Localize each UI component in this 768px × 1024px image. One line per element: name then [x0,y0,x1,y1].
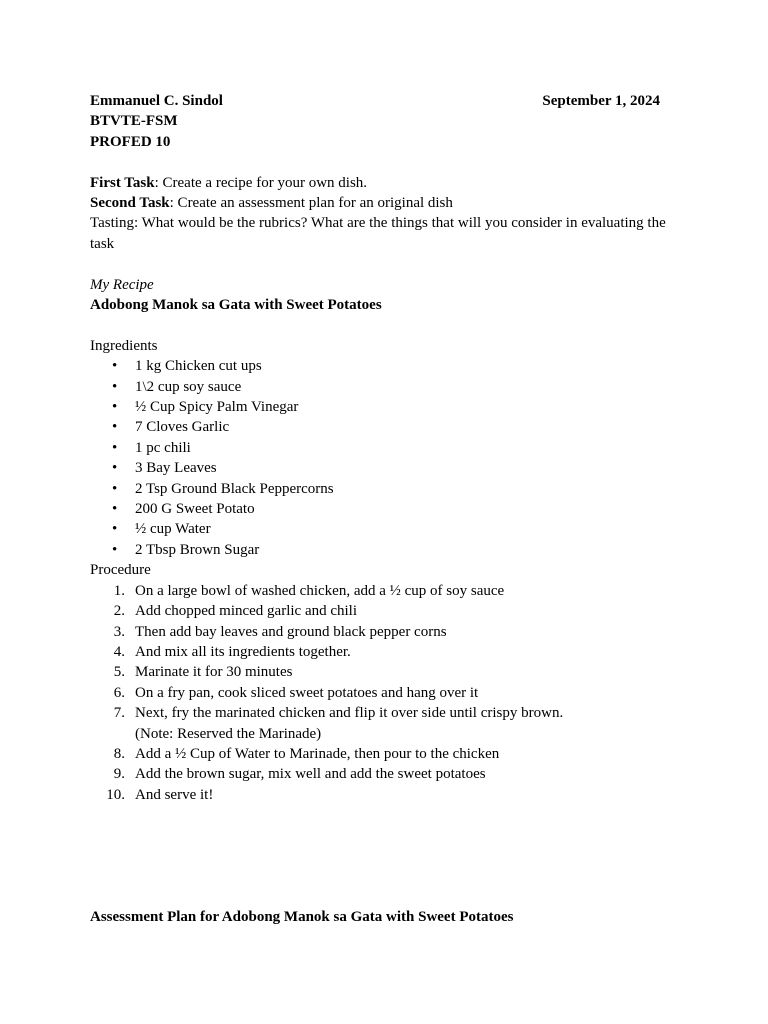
step-text: Then add bay leaves and ground black pepper corns [135,623,447,640]
bullet-icon: • [112,399,118,416]
step-number: 2. [113,603,125,620]
step-number: 1. [113,582,125,599]
bullet-icon: • [112,501,118,518]
ingredient-text: 3 Bay Leaves [135,460,217,477]
bullet-icon: • [112,358,118,375]
bullet-icon: • [112,521,118,538]
step-text: Marinate it for 30 minutes [135,664,293,681]
ingredient-text: 7 Cloves Garlic [135,419,230,436]
spacer [90,805,680,907]
second-task-text: : Create an assessment plan for an original dish [169,195,453,212]
assessment-title: Assessment Plan for Adobong Manok sa Gata with Sweet Potatoes [90,909,514,926]
document-date: September 1, 2024 [542,93,660,109]
step-text: On a fry pan, cook sliced sweet potatoes and hang over it [135,684,479,701]
first-task-text: : Create a recipe for your own dish. [154,174,368,191]
list-item [90,764,680,784]
ingredients-list [90,356,680,560]
step-number: 7. [113,705,125,722]
list-item [90,744,680,764]
list-item [90,642,680,662]
second-task-label: Second Task [90,195,170,212]
first-task [90,173,680,193]
step-number: 9. [113,766,125,783]
list-item [90,458,680,478]
procedure-heading: Procedure [90,562,151,579]
spacer [90,315,680,335]
bullet-icon: • [112,419,118,436]
document-page [90,91,680,928]
list-item [90,519,680,539]
step-number: 3. [113,623,125,640]
bullet-icon: • [112,480,118,497]
bullet-icon: • [112,460,118,477]
list-item [90,703,680,744]
ingredient-text: 1\2 cup soy sauce [135,378,242,395]
step-text: On a large bowl of washed chicken, add a ½ cup of soy sauce [135,582,505,599]
recipe-section-label: My Recipe [90,276,154,293]
list-item [90,377,680,397]
list-item [90,356,680,376]
list-item [90,581,680,601]
ingredient-text: ½ Cup Spicy Palm Vinegar [135,399,299,416]
step-number: 8. [113,745,125,762]
step-text: Add chopped minced garlic and chili [135,603,358,620]
bullet-icon: • [112,378,118,395]
ingredient-text: 200 G Sweet Potato [135,501,255,518]
first-task-label: First Task [90,174,155,191]
course-label: PROFED 10 [90,133,171,150]
author-name: Emmanuel C. Sindol [90,93,223,109]
step-text: Next, fry the marinated chicken and flip it over side until crispy brown. [135,705,564,722]
ingredient-text: 2 Tbsp Brown Sugar [135,541,260,558]
ingredient-text: 1 pc chili [135,439,191,456]
step-text: And mix all its ingredients together. [135,643,351,660]
program-label: BTVTE-FSM [90,113,178,130]
bullet-icon: • [112,541,118,558]
procedure-list [90,581,680,805]
list-item [90,397,680,417]
list-item [90,417,680,437]
ingredient-text: 1 kg Chicken cut ups [135,358,262,375]
list-item [90,601,680,621]
list-item [90,540,680,560]
list-item [90,499,680,519]
spacer [90,254,680,274]
step-number: 5. [113,664,125,681]
list-item [90,683,680,703]
step-note: (Note: Reserved the Marinade) [135,725,322,742]
step-number: 4. [113,643,125,660]
bullet-icon: • [112,439,118,456]
list-item [90,785,680,805]
step-text: Add the brown sugar, mix well and add the sweet potatoes [135,766,486,783]
step-number: 10. [106,786,125,803]
recipe-title: Adobong Manok sa Gata with Sweet Potatoes [90,297,382,314]
step-text: And serve it! [135,786,214,803]
list-item [90,479,680,499]
step-text: Add a ½ Cup of Water to Marinade, then pour to the chicken [135,745,500,762]
ingredient-text: 2 Tsp Ground Black Peppercorns [135,480,334,497]
second-task [90,193,680,213]
tasting-text: Tasting: What would be the rubrics? What are the things that will you consider in evaluating the task [90,215,666,252]
list-item [90,438,680,458]
step-number: 6. [113,684,125,701]
header-row [90,91,660,111]
ingredients-heading: Ingredients [90,337,158,354]
list-item [90,622,680,642]
spacer [90,152,680,172]
list-item [90,662,680,682]
ingredient-text: ½ cup Water [135,521,211,538]
